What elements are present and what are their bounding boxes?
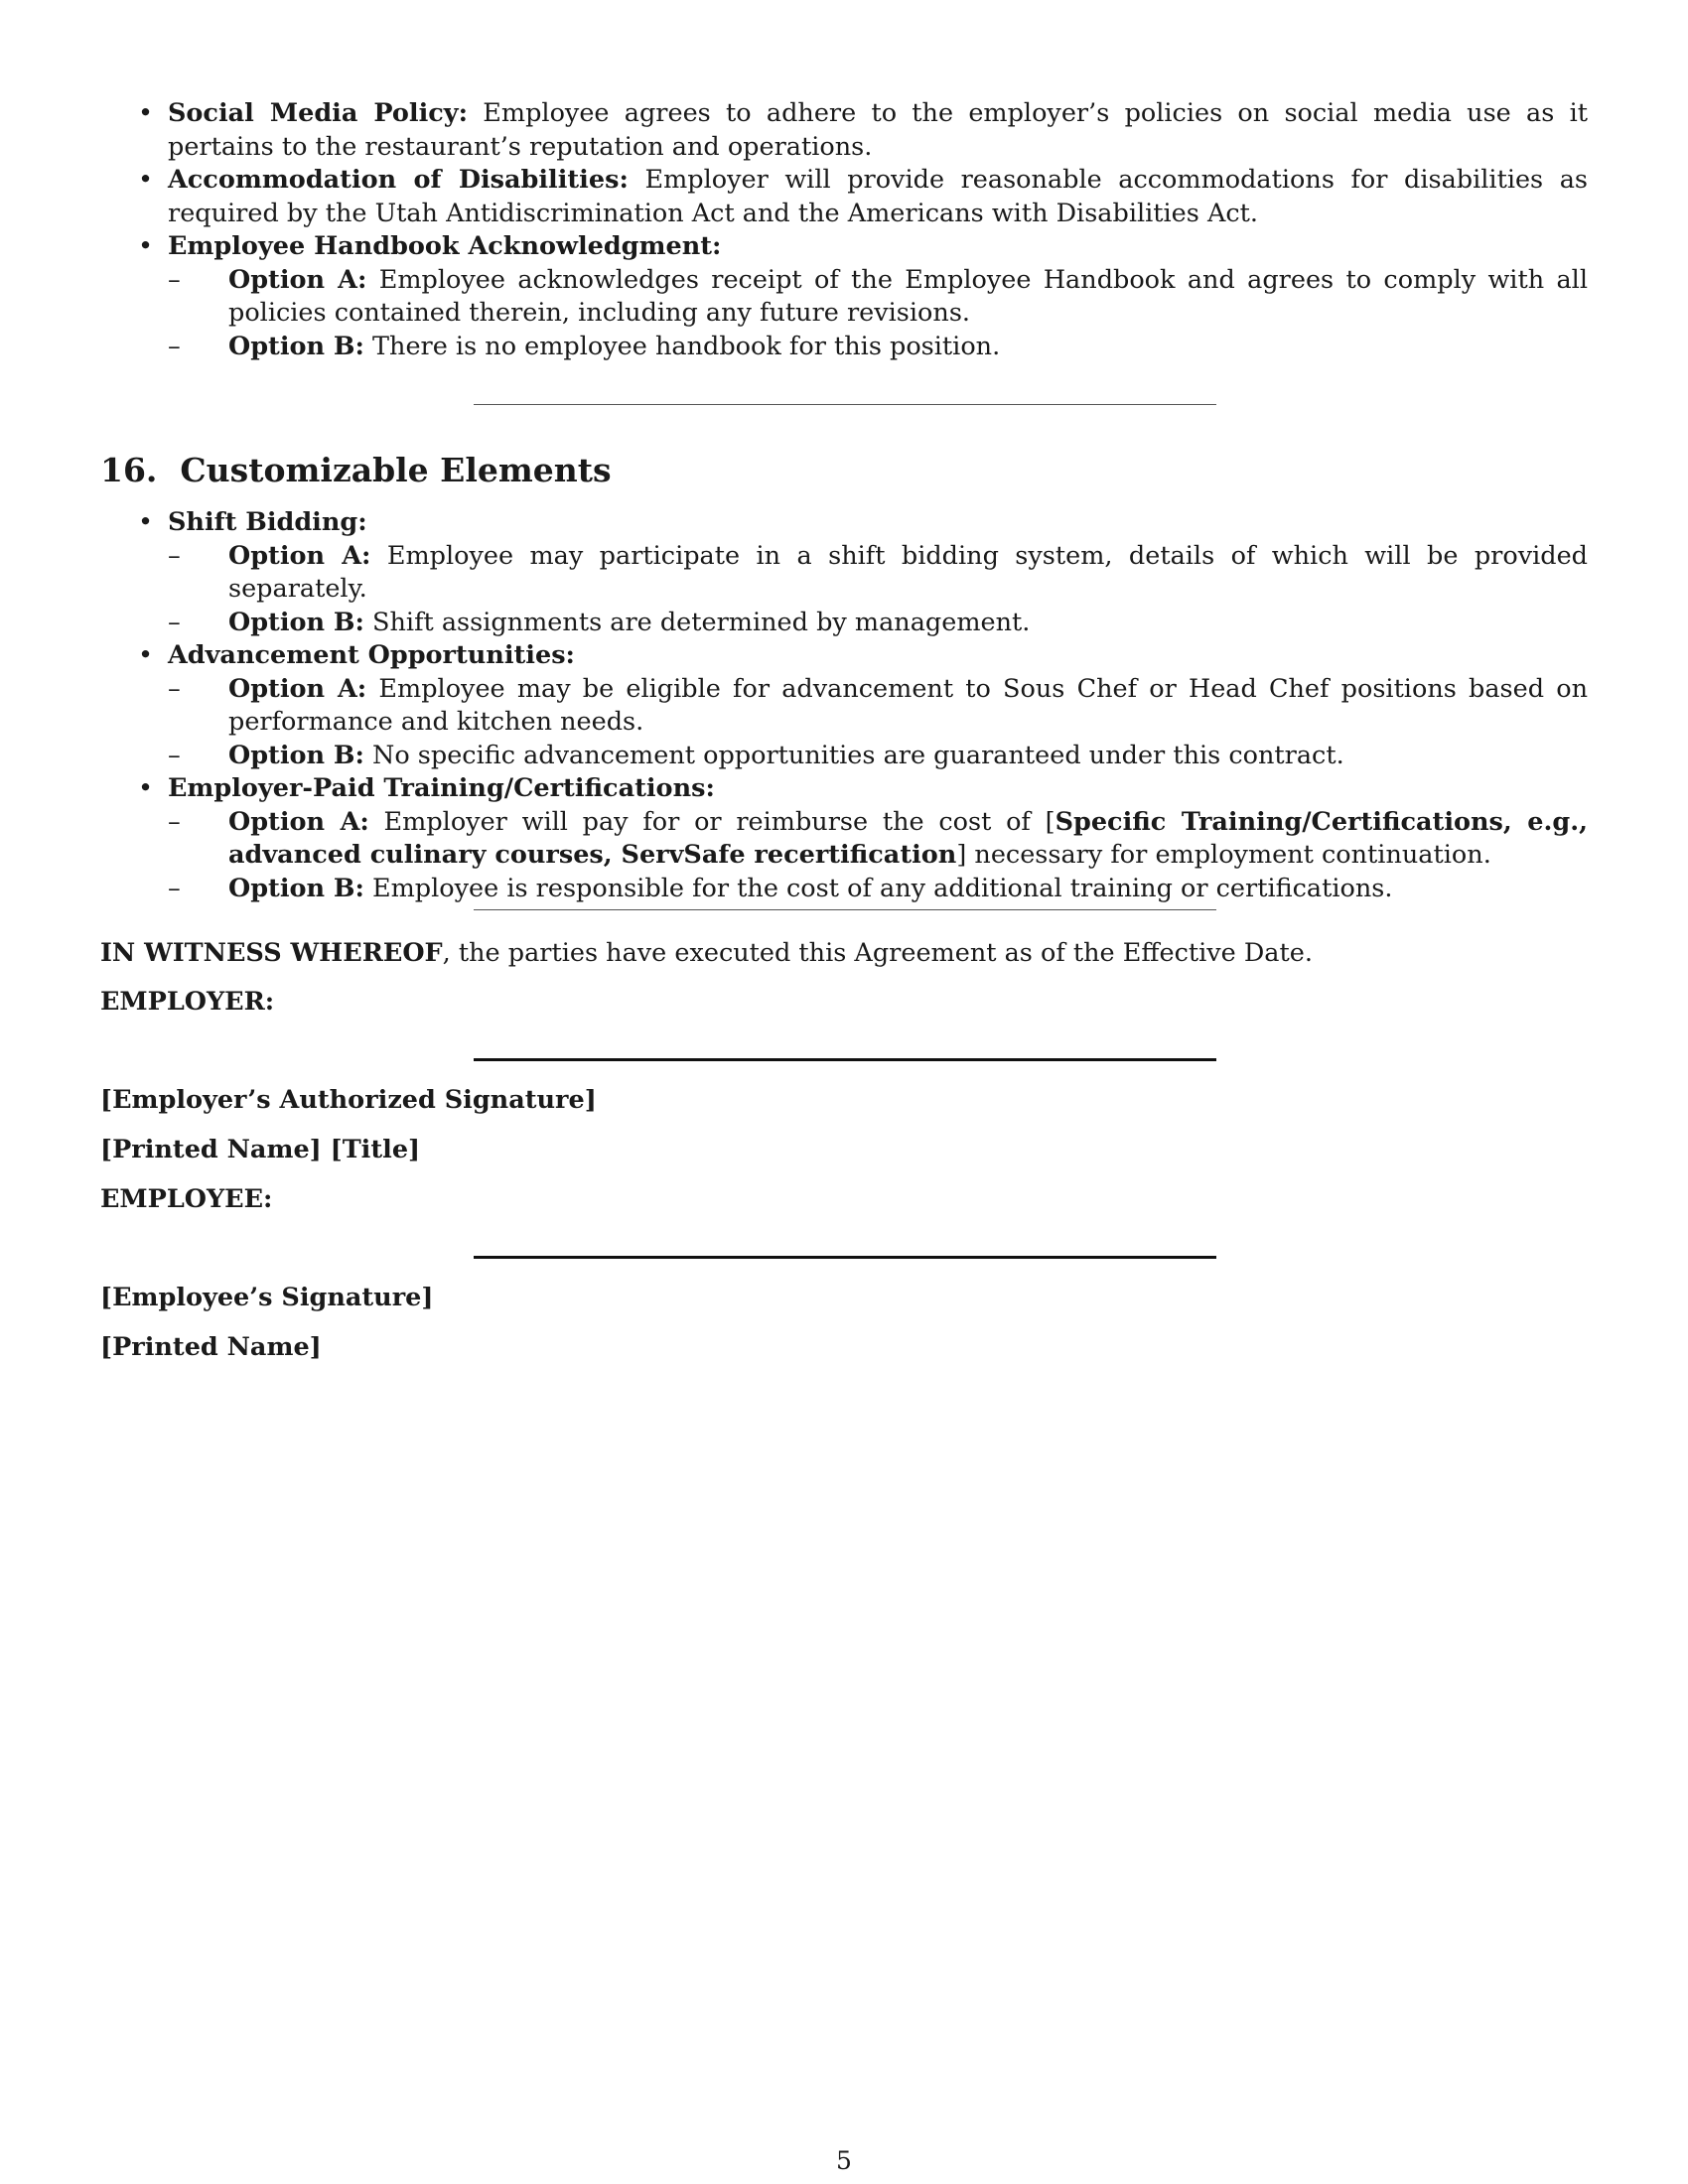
signature-label-text: Employer’s Authorized Signature — [112, 1085, 585, 1115]
option-a — [168, 673, 1588, 740]
title-label: Title — [342, 1135, 409, 1164]
option-text: Shift assignments are determined by management. — [372, 607, 1031, 637]
dash-icon: – — [168, 607, 181, 637]
training-item — [100, 772, 1588, 905]
printed-name-label: Printed Name — [112, 1332, 310, 1362]
item-label: Employer-Paid Training/Certifications: — [168, 773, 715, 803]
bullet-icon: • — [138, 507, 154, 537]
option-label: Option A: — [228, 673, 367, 704]
item-text: Employee agrees to adhere to the employer’s policies on social media use as it pertains to the restaurant’s reputation and operations. — [168, 98, 1588, 162]
option-text: There is no employee handbook for this position. — [372, 331, 1001, 361]
employer-name-title: [Printed Name] [Title] — [100, 1135, 421, 1164]
option-b — [168, 873, 1588, 906]
section-title: Customizable Elements — [180, 451, 612, 489]
item-label: Social Media Policy: — [168, 98, 469, 128]
witness-clause — [100, 937, 1588, 971]
option-label: Option A: — [228, 806, 369, 837]
employer-signature-line — [474, 1058, 1216, 1061]
employee-heading: EMPLOYEE: — [100, 1184, 273, 1214]
section-heading — [100, 451, 612, 490]
customizable-list — [100, 506, 1588, 905]
policy-list — [100, 97, 1588, 363]
witness-text: , the parties have executed this Agreement as of the Effective Date. — [442, 938, 1313, 968]
bullet-icon: • — [138, 98, 154, 128]
dash-icon: – — [168, 540, 181, 571]
item-label: Employee Handbook Acknowledgment: — [168, 231, 722, 261]
dash-icon: – — [168, 873, 181, 903]
option-label: Option B: — [228, 607, 364, 637]
section-divider — [474, 404, 1216, 405]
option-text-before: Employer will pay for or reimburse the cost of [ — [383, 806, 1055, 837]
option-label: Option B: — [228, 740, 364, 770]
printed-name-label: Printed Name — [112, 1135, 310, 1164]
option-text-after: ] necessary for employment continuation. — [956, 840, 1491, 870]
advancement-item — [100, 639, 1588, 772]
employer-signature-label: [Employer’s Authorized Signature] — [100, 1085, 597, 1115]
item-label: Shift Bidding: — [168, 507, 367, 537]
option-text: Employee acknowledges receipt of the Employee Handbook and agrees to comply with all policies contained therein, including any future revisions. — [228, 264, 1588, 328]
accommodation-item — [100, 164, 1588, 230]
dash-icon: – — [168, 673, 181, 704]
option-a — [168, 264, 1588, 331]
employee-printed-name: [Printed Name] — [100, 1332, 322, 1362]
option-text: Employee is responsible for the cost of any additional training or certifications. — [372, 873, 1393, 903]
bullet-icon: • — [138, 165, 154, 195]
dash-icon: – — [168, 264, 181, 295]
employee-signature-label: [Employee’s Signature] — [100, 1283, 434, 1312]
option-a — [168, 806, 1588, 873]
option-text: No specific advancement opportunities are guaranteed under this contract. — [372, 740, 1344, 770]
bullet-icon: • — [138, 231, 154, 261]
option-b — [168, 607, 1588, 640]
option-a — [168, 540, 1588, 607]
option-label: Option A: — [228, 264, 367, 295]
dash-icon: – — [168, 331, 181, 361]
social-media-policy-item — [100, 97, 1588, 164]
employer-heading: EMPLOYER: — [100, 987, 275, 1017]
option-text: Employee may be eligible for advancement to Sous Chef or Head Chef positions based on performance and kitchen needs. — [228, 673, 1589, 737]
option-b — [168, 331, 1588, 364]
option-label: Option B: — [228, 331, 364, 361]
employee-signature-line — [474, 1256, 1216, 1259]
shift-bidding-item — [100, 506, 1588, 639]
section-number: 16. — [100, 451, 158, 489]
dash-icon: – — [168, 806, 181, 837]
section-divider — [474, 909, 1216, 910]
option-text: Employee may participate in a shift bidding system, details of which will be provided separately. — [228, 540, 1588, 604]
option-label: Option A: — [228, 540, 371, 571]
option-placeholder: Specific Training/Certifications, e.g., advanced culinary courses, ServSafe recertification — [228, 806, 1588, 870]
signature-label-text: Employee’s Signature — [112, 1283, 422, 1312]
item-label: Advancement Opportunities: — [168, 640, 575, 670]
option-b — [168, 740, 1588, 773]
item-text: Employer will provide reasonable accommodations for disabilities as required by the Utah Antidiscrimination Act and the Americans with Disabilities Act. — [168, 165, 1589, 228]
page-number: 5 — [836, 2146, 852, 2175]
dash-icon: – — [168, 740, 181, 770]
bullet-icon: • — [138, 640, 154, 670]
item-label: Accommodation of Disabilities: — [168, 165, 629, 195]
option-label: Option B: — [228, 873, 364, 903]
witness-lead: IN WITNESS WHEREOF — [100, 938, 443, 968]
bullet-icon: • — [138, 773, 154, 803]
handbook-item — [100, 230, 1588, 363]
